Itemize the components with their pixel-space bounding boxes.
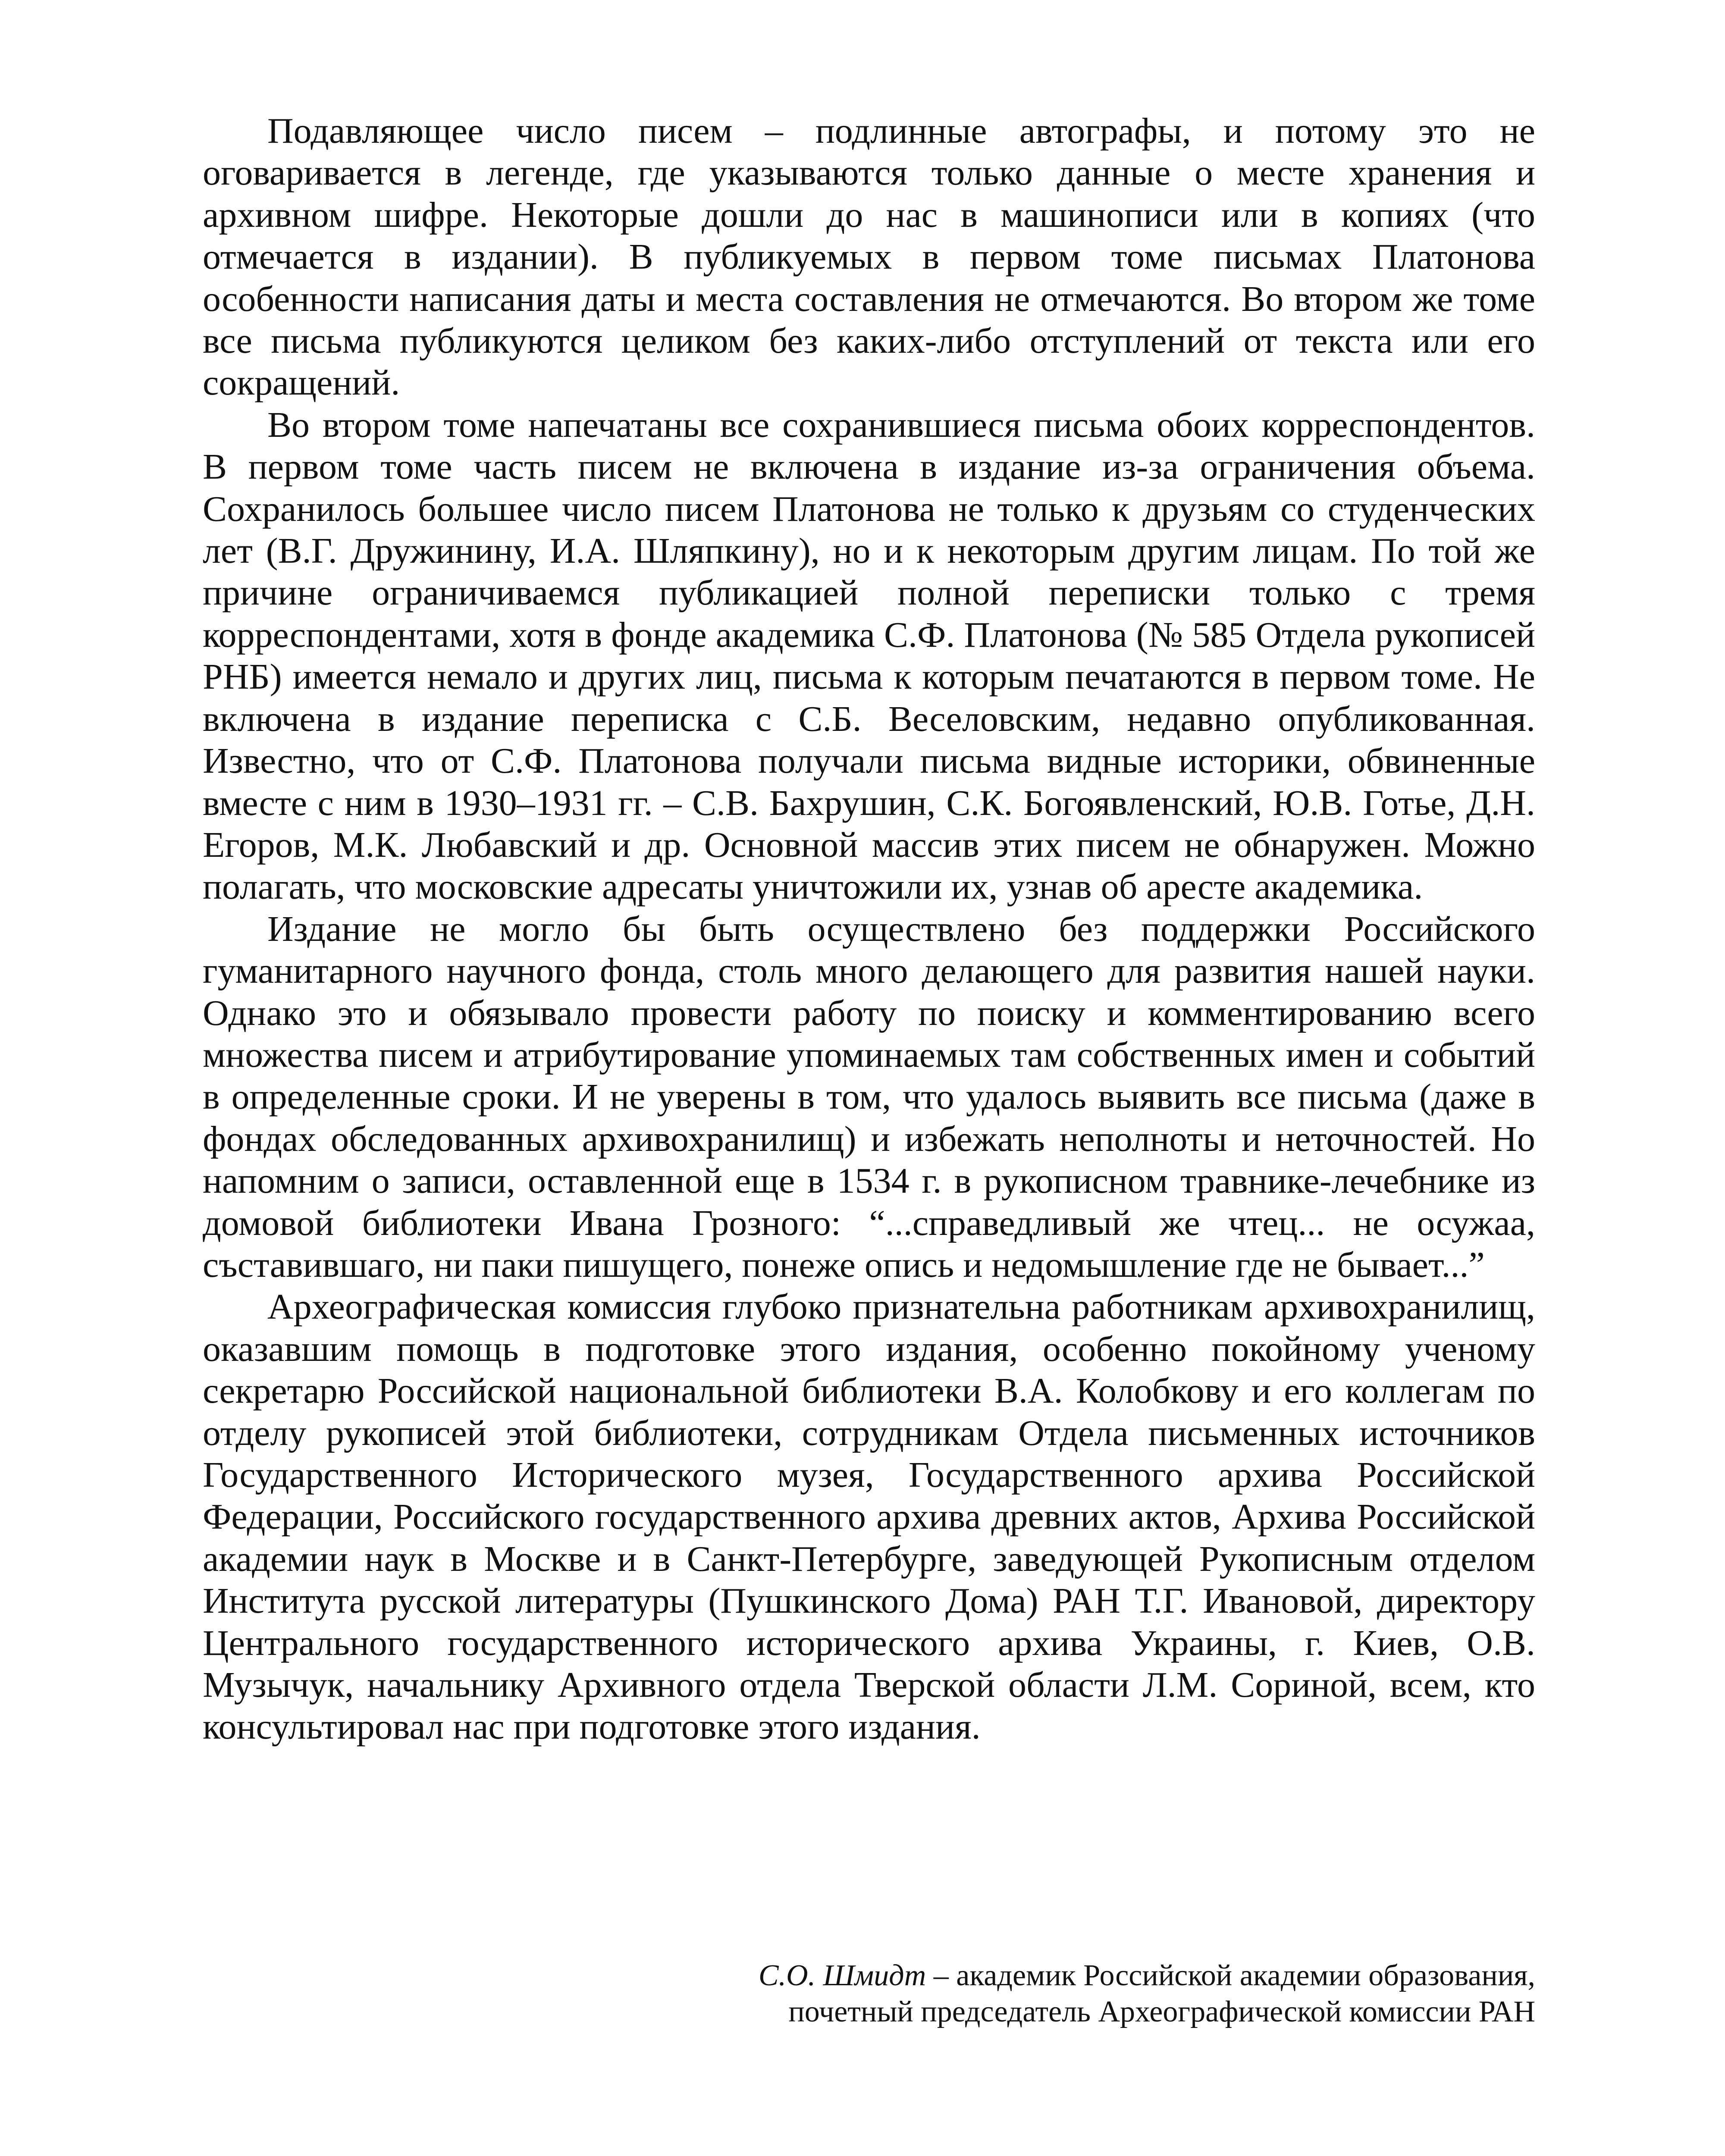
signature-line-2: почетный председатель Археографической комиссии РАН <box>788 1995 1535 2028</box>
paragraph-4: Археографическая комиссия глубоко признательна работникам архивохранилищ, оказавшим помощь в подготовке этого издания, особенно покойному ученому секретарю Российской национальной библиотеки В.А. Колобкову и его коллегам по отделу рукописей этой библиотеки, сотрудникам Отдела письменных источников Государственного Исторического музея, Государственного архива Российской Федерации, Российского государственного архива древних актов, Архива Российской академии наук в Москве и в Санкт-Петербурге, заведующей Рукописным отделом Института русской литературы (Пушкинского Дома) РАН Т.Г. Ивановой, директору Центрального государственного исторического архива Украины, г. Киев, О.В. Музычук, начальнику Архивного отдела Тверской области Л.М. Сориной, всем, кто консультировал нас при подготовке этого издания. <box>203 1287 1535 1747</box>
signature-block <box>500 1958 1535 2030</box>
paragraph-1: Подавляющее число писем – подлинные автографы, и потому это не оговаривается в легенде, где указываются только данные о месте хранения и архивном шифре. Некоторые дошли до нас в машинописи или в копиях (что отмечается в издании). В публикуемых в первом томе письмах Платонова особенности написания даты и места составления не отмечаются. Во втором же томе все письма публикуются целиком без каких-либо отступлений от текста или его сокращений. <box>203 111 1535 403</box>
signature-author: С.О. Шмидт <box>758 1959 926 1992</box>
signature-title: – академик Российской академии образования, <box>926 1959 1535 1992</box>
paragraph-2: Во втором томе напечатаны все сохранившиеся письма обоих корреспондентов. В первом томе часть писем не включена в издание из-за ограничения объема. Сохранилось большее число писем Платонова не только к друзьям со студенческих лет (В.Г. Дружинину, И.А. Шляпкину), но и к некоторым другим лицам. По той же причине ограничиваемся публикацией полной переписки только с тремя корреспондентами, хотя в фонде академика С.Ф. Платонова (№ 585 Отдела рукописей РНБ) имеется немало и других лиц, письма к которым печатаются в первом томе. Не включена в издание переписка с С.Б. Веселовским, недавно опубликованная. Известно, что от С.Ф. Платонова получали письма видные историки, обвиненные вместе с ним в 1930–1931 гг. – С.В. Бахрушин, С.К. Богоявленский, Ю.В. Готье, Д.Н. Егоров, М.К. Любавский и др. Основной массив этих писем не обнаружен. Можно полагать, что московские адресаты уничтожили их, узнав об аресте академика. <box>203 404 1535 907</box>
body-text <box>203 110 1535 1748</box>
signature-line-1 <box>500 1958 1535 1994</box>
paragraph-3: Издание не могло бы быть осуществлено без поддержки Российского гуманитарного научного фонда, столь много делающего для развития нашей науки. Однако это и обязывало провести работу по поиску и комментированию всего множества писем и атрибутирование упоминаемых там собственных имен и событий в определенные сроки. И не уверены в том, что удалось выявить все письма (даже в фондах обследованных архивохранилищ) и избежать неполноты и неточностей. Но напомним о записи, оставленной еще в 1534 г. в рукописном травнике-лечебнике из домовой библиотеки Ивана Грозного: “...справедливый же чтец... не осужаа, съставившаго, ни паки пишущего, понеже опись и недомышление где не бывает...” <box>203 909 1535 1285</box>
